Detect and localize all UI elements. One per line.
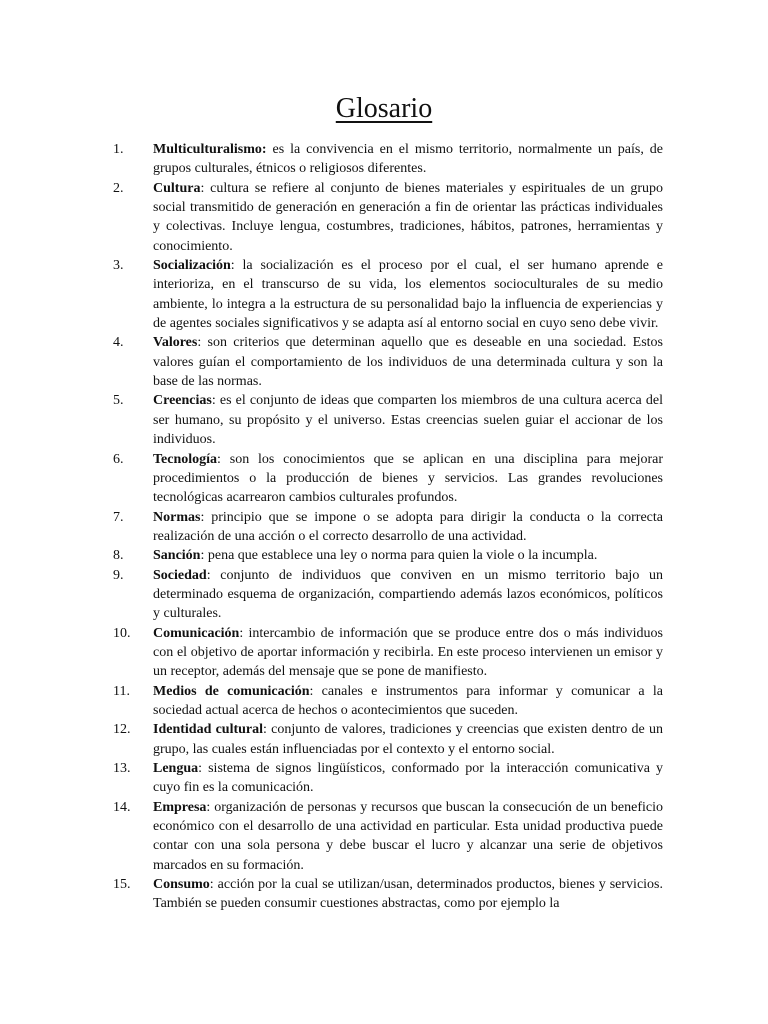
- glossary-entry-3: [113, 256, 663, 333]
- glossary-entry-6: [113, 450, 663, 508]
- entry-term: Sociedad: [153, 567, 207, 583]
- entry-definition: : conjunto de individuos que conviven en un mismo territorio bajo un determinado esquema de organización, compartiendo además lazos económicos, políticos y culturales.: [153, 567, 663, 622]
- entry-number: 14.: [113, 799, 131, 815]
- glossary-entry-4: [113, 333, 663, 391]
- entry-definition: : la socialización es el proceso por el cual, el ser humano aprende e interioriza, en el transcurso de su vida, los elementos socioculturales de su medio ambiente, lo integra a la estructura de su personalidad bajo la influencia de experiencias y de agentes sociales significativos y se adapta así al entorno social en cuyo seno debe vivir.: [153, 258, 663, 332]
- entry-term: Consumo: [153, 877, 210, 893]
- entry-number: 13.: [113, 761, 131, 776]
- glossary-entry-1: [113, 140, 663, 179]
- entry-definition: : intercambio de información que se produce entre dos o más individuos con el objetivo de aportar información y recibirla. En este proceso intervienen un emisor y un receptor, además del mensaje que se pone de manifiesto.: [153, 625, 663, 680]
- entry-definition: : son criterios que determinan aquello que es deseable en una sociedad. Estos valores guían el comportamiento de los individuos de una determinada cultura y son la base de las normas.: [153, 335, 663, 390]
- entry-term: Valores: [153, 335, 198, 351]
- glossary-entry-9: [113, 566, 663, 624]
- entry-term: Socialización: [153, 258, 231, 274]
- entry-term: Empresa: [153, 799, 207, 815]
- glossary-entry-10: [113, 624, 663, 682]
- glossary-entry-5: [113, 391, 663, 449]
- glossary-entry-8: [113, 546, 663, 565]
- page-title: Glosario: [335, 93, 433, 124]
- entry-term: Lengua: [153, 761, 199, 776]
- entry-number: 12.: [113, 722, 131, 738]
- glossary-entry-12: [113, 720, 663, 759]
- entry-number: 15.: [113, 877, 131, 893]
- entry-term: Sanción: [153, 548, 201, 564]
- glossary-list: [113, 140, 663, 914]
- entry-term: Normas: [153, 509, 201, 525]
- entry-term: Comunicación: [153, 625, 240, 641]
- entry-definition: : cultura se refiere al conjunto de bienes materiales y espirituales de un grupo social transmitido de generación en generación a fin de orientar las prácticas individuales y colectivas. Incluye lengua, costumbres, tradiciones, hábitos, patrones, herramientas y conocimiento.: [153, 180, 663, 254]
- glossary-entry-14: [113, 798, 663, 875]
- entry-number: 10.: [113, 625, 131, 641]
- entry-definition: : acción por la cual se utilizan/usan, determinados productos, bienes y servicios. También se pueden consumir cuestiones abstractas, como por ejemplo la: [153, 877, 663, 912]
- entry-term: Tecnología: [153, 451, 218, 467]
- entry-number: 4.: [113, 335, 124, 351]
- entry-definition: : son los conocimientos que se aplican en una disciplina para mejorar procedimientos o la producción de bienes y servicios. Las grandes revoluciones tecnológicas acarrearon cambios culturales profundos.: [153, 451, 663, 506]
- entry-definition: : sistema de signos lingüísticos, conformado por la interacción comunicativa y cuyo fin es la comunicación.: [153, 761, 663, 796]
- glossary-entry-15: [113, 875, 663, 914]
- entry-term: Cultura: [153, 180, 201, 196]
- entry-definition: : es el conjunto de ideas que comparten los miembros de una cultura acerca del ser humano, su propósito y el universo. Estas creencias suelen guiar el accionar de los individuos.: [153, 393, 663, 448]
- entry-definition: es la convivencia en el mismo territorio, normalmente un país, de grupos culturales, étnicos o religiosos diferentes.: [153, 142, 663, 177]
- entry-term: Multiculturalismo:: [153, 142, 267, 157]
- entry-number: 1.: [113, 142, 124, 157]
- entry-number: 11.: [113, 683, 130, 699]
- entry-term: Medios de comunicación: [153, 683, 310, 699]
- entry-term: Identidad cultural: [153, 722, 264, 738]
- entry-definition: : principio que se impone o se adopta para dirigir la conducta o la correcta realización de una acción o el correcto desarrollo de una actividad.: [153, 509, 663, 544]
- entry-number: 3.: [113, 258, 124, 274]
- entry-number: 5.: [113, 393, 124, 409]
- glossary-entry-7: [113, 508, 663, 547]
- entry-term: Creencias: [153, 393, 212, 409]
- entry-number: 2.: [113, 180, 124, 196]
- entry-number: 7.: [113, 509, 124, 525]
- entry-number: 8.: [113, 548, 124, 564]
- entry-definition: : canales e instrumentos para informar y comunicar a la sociedad actual acerca de hechos o acontecimientos que suceden.: [153, 683, 663, 718]
- glossary-entry-13: [113, 759, 663, 798]
- glossary-entry-11: [113, 682, 663, 721]
- entry-number: 9.: [113, 567, 124, 583]
- entry-definition: : conjunto de valores, tradiciones y creencias que existen dentro de un grupo, las cuales están influenciadas por el contexto y el entorno social.: [153, 722, 663, 757]
- entry-definition: : organización de personas y recursos que buscan la consecución de un beneficio económico con el desarrollo de una actividad en particular. Esta unidad productiva puede contar con una sola persona y debe buscar el lucro y alcanzar una serie de objetivos marcados en su formación.: [153, 799, 663, 873]
- glossary-entry-2: [113, 179, 663, 256]
- entry-definition: : pena que establece una ley o norma para quien la viole o la incumpla.: [200, 548, 598, 564]
- entry-number: 6.: [113, 451, 124, 467]
